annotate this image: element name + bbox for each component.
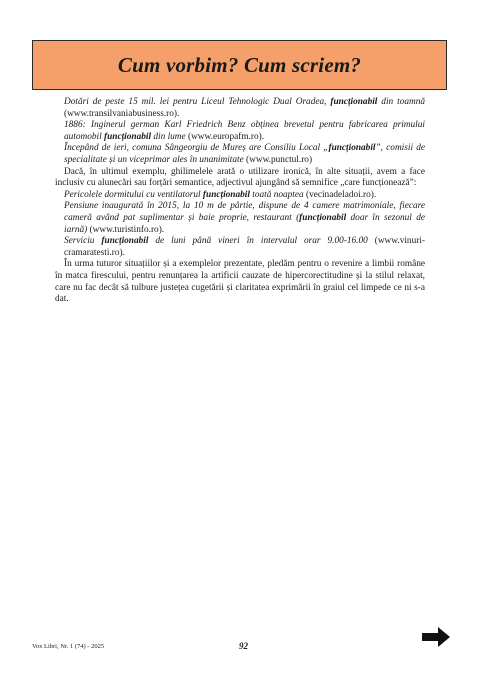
source-citation: (www.punctul.ro) (243, 154, 313, 165)
quote-text: Pensiune inaugurată în 2015, la 10 m de pârtie, dispune de 4 camere matrimoniale, fiecare cameră având pat suplimentar și baie proprie, restaurant ( (64, 201, 425, 223)
journal-citation: Vox Libri, Nr. 1 (74) - 2025 (32, 643, 105, 650)
source-citation: (www.transilvaniabusiness.ro). (64, 108, 180, 119)
example-quote (55, 201, 425, 236)
quote-text: din toamnă (377, 97, 425, 107)
source-citation: (www.vinuri-cramaratesti.ro). (64, 236, 425, 258)
quote-text: Serviciu (64, 236, 102, 247)
quote-text: din lume (151, 131, 186, 142)
example-quote (55, 120, 425, 143)
source-citation: (vecinadeladoi.ro). (303, 189, 377, 200)
quote-text: de luni până vineri în intervalul orar 9.00-16.00 (148, 236, 368, 247)
highlighted-term: funcționabil (101, 236, 149, 247)
paragraph-text: Dacă, în ultimul exemplu, ghilimelele arată o utilizare ironică, în alte situații, avem a face inclusiv cu alunecări sau forțări semantice, adjectivul ajungând să semnifice „care funcționează”: (55, 166, 425, 189)
quote-text: 1886: Inginerul german Karl Friedrich Benz obținea brevetul pentru fabricarea primului automobil (64, 120, 425, 142)
quote-text: Dotări de peste 15 mil. lei pentru Liceul Tehnologic Dual Oradea, (64, 97, 331, 107)
body-paragraph (55, 259, 425, 305)
highlighted-term: funcționabil (330, 97, 378, 107)
source-citation: (www.turistinfo.ro). (87, 224, 165, 235)
example-quote (55, 236, 425, 259)
paragraph-text: În urma tuturor situațiilor și a exemplelor prezentate, pledăm pentru o revenire a limbii române în matca firescului, pentru renunțarea la artificii cauzate de hipercorectitudine și la stilul relaxat, care nu fac decât să tulbure justețea cugetării și claritatea exprimării în graiul cel limpede ce ni s-a dat. (55, 259, 425, 305)
quote-text: Începând de ieri, comuna Sângeorgiu de Mureș are Consiliu Local „ (64, 143, 329, 154)
source-citation: (www.europafm.ro). (185, 131, 265, 142)
example-quote (55, 97, 425, 120)
highlighted-term: funcționabil (328, 143, 376, 154)
highlighted-term: funcționabil (299, 212, 347, 223)
page-footer (32, 640, 447, 654)
highlighted-term: funcționabil (202, 189, 250, 200)
quote-text: Pericolele dormitului cu ventilatorul (64, 189, 203, 200)
arrow-right-icon[interactable] (421, 626, 451, 648)
quote-text: toată noaptea (249, 189, 304, 200)
highlighted-term: funcționabil (104, 131, 152, 142)
body-paragraph (55, 167, 425, 190)
page-title: Cum vorbim? Cum scriem? (117, 52, 362, 77)
example-quote (55, 190, 425, 202)
quote-text: ”, comisii de specialitate și un viceprimar ales în unanimitate (64, 143, 425, 165)
title-banner (32, 40, 447, 90)
page-number: 92 (239, 641, 248, 651)
article-body (55, 97, 425, 306)
example-quote (55, 143, 425, 166)
quote-text: doar în sezonul de iarnă) (64, 212, 425, 235)
